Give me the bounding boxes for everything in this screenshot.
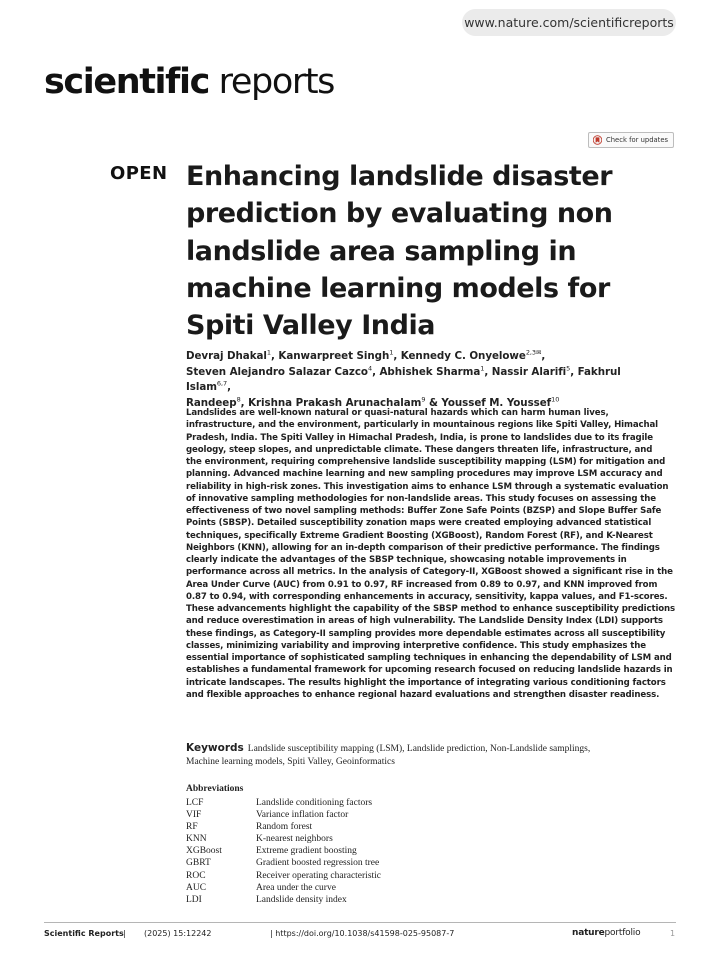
author-separator: , [240,396,249,409]
abstract-line: essential importance of sophisticated sampling techniques in enhancing the dependability of LSM and [186,653,672,663]
abbreviation-term: LCF [186,798,204,808]
nature-portfolio-logo [572,928,640,938]
abbreviation-row [186,797,586,809]
abbreviation-row [186,833,586,845]
footer-separator: | [123,929,126,938]
abstract-line: classes, minimizing variability and improving interpretive confidence. This study emphasizes the [186,640,646,651]
author-list [186,349,666,411]
abstract-line: planning. Advanced machine learning and new sampling procedures may improve LSM accuracy and [186,469,663,480]
author-name[interactable]: Nassir Alarifi [491,365,567,378]
abbreviation-row [186,809,586,821]
author-separator: , [270,350,279,362]
abbreviation-definition: Receiver operating characteristic [256,870,382,881]
author-name[interactable]: Krishna Prakash Arunachalam [248,396,422,409]
journal-logo [44,62,334,102]
journal-url[interactable]: www.nature.com/scientificreports [462,9,676,36]
abstract-line: Landslides are well-known natural or quasi-natural hazards which can harm human lives, [186,408,609,418]
abstract-line: infrastructure, and the environment, particularly in mountainous regions like Spiti Valley, Himachal [186,420,658,431]
footer-divider [44,922,676,923]
author-separator: & [425,396,442,409]
open-access-label: OPEN [110,163,168,184]
abbreviation-row [186,882,586,894]
author-name[interactable]: Fakhrul Islam [186,365,621,393]
bookmark-update-icon [593,135,602,145]
abbreviation-term: XGBoost [186,846,222,857]
footer-doi-link[interactable]: | https://doi.org/10.1038/s41598-025-95087-7 [270,929,455,938]
author-affiliation-marker: 9 [421,395,426,404]
author-affiliation-marker: 1 [266,348,271,357]
abstract-line: performance across all metrics. In the analysis of Category-II, XGBoost showed a significant rise in the [186,567,673,578]
author-name[interactable]: Youssef M. Youssef [441,396,552,409]
abstract-line: and flexible approaches to enhance regional hazard evaluations and strengthen disaster readiness. [186,689,660,700]
author-separator: , [227,381,231,393]
abstract-line: these findings, as Category-II sampling provides more dependable estimates across all susceptibility [186,628,666,639]
abstract-line: effectiveness of two novel sampling methods: Buffer Zone Safe Points (BZSP) and Slope Buffer Safe [186,506,662,516]
abstract-line: 0.87 to 0.94, with corresponding enhancements in accuracy, sensitivity, kappa values, and F1-scores. [186,591,668,602]
abbreviation-term: KNN [186,834,207,845]
abbreviation-definition: Gradient boosted regression tree [256,858,380,869]
abstract-line: intricate landscapes. The results highlight the importance of integrating various conditioning factors [186,677,666,688]
nature-portfolio-logo-light: portfolio [604,928,641,938]
abstract-line: techniques, specifically Extreme Gradient Boosting (XGBoost), Random Forest (RF), and K-Nearest [186,530,653,541]
abbreviations-title: Abbreviations [186,784,244,794]
abstract-line: Area Under Curve (AUC) from 0.91 to 0.97, RF increased from 0.89 to 0.97, and KNN improved from [186,579,658,590]
abbreviation-term: AUC [186,882,207,893]
abbreviation-row [186,857,586,869]
author-affiliation-marker: 5 [566,364,571,373]
abbreviation-definition: Landslide conditioning factors [256,798,373,808]
abstract [186,407,684,701]
abstract-line: clearly indicate the advantages of the SBSP technique, showcasing notable improvements in [186,555,627,565]
nature-portfolio-logo-bold: nature [572,928,605,938]
abbreviation-definition: Area under the curve [256,882,336,893]
abstract-line: and reduce overestimation in areas of high vulnerability. The Landslide Density Index (LDI) supports [186,616,663,627]
page-footer [44,929,676,943]
author-name[interactable]: Kanwarpreet Singh [278,350,390,362]
abbreviation-definition: Variance inflation factor [256,810,349,821]
abbreviation-definition: K-nearest neighbors [256,834,333,845]
abbreviation-term: GBRT [186,858,211,869]
author-separator: , [570,365,578,378]
abbreviation-term: RF [186,822,198,833]
author-name[interactable]: Randeep [186,396,237,409]
author-affiliation-marker: 1 [389,348,394,357]
author-separator: , [393,350,401,362]
abbreviations-section [186,784,586,906]
abbreviation-definition: Landslide density index [256,894,347,905]
author-affiliation-marker: 4 [367,364,373,373]
abbreviation-row [186,845,586,857]
abstract-line: reliability in high-risk zones. This investigation aims to enhance LSM through a systematic evaluation [186,481,669,492]
abstract-line: establishes a fundamental framework for upcoming research focused on reducing landslide hazards in [186,665,673,676]
author-affiliation-marker: 1 [480,364,485,373]
keywords-text: Landslide susceptibility mapping (LSM), Landslide prediction, Non-Landslide samplings, [247,744,591,754]
author-name[interactable]: Devraj Dhakal [186,350,267,362]
page-number: 1 [670,929,676,938]
author-affiliation-marker: 8 [236,395,241,404]
keywords-label: Keywords [186,742,244,754]
abbreviation-definition: Random forest [256,822,313,833]
abstract-line: of innovative sampling methodologies for non-landslide areas. This study focuses on assessing the [186,493,656,504]
author-affiliation-marker: 10 [551,395,560,404]
journal-logo-light: reports [218,62,335,102]
author-name[interactable]: Steven Alejandro Salazar Cazco [186,365,368,378]
footer-citation: (2025) 15:12242 [144,929,212,938]
article-title: Enhancing landslide disaster prediction by evaluating non landslide area sampling in machine learning models for Spiti Valley India [186,161,613,342]
check-for-updates-button[interactable] [588,132,674,148]
abbreviation-term: LDI [186,894,202,905]
abbreviation-term: ROC [186,870,206,881]
abbreviation-row [186,821,586,833]
author-affiliation-marker: 6,7 [216,379,228,388]
author-separator: , [372,365,380,378]
author-separator: , [484,365,492,378]
keywords-section [186,742,666,768]
abbreviation-row [186,870,586,882]
abbreviation-row [186,894,586,906]
keywords-text-continued: Machine learning models, Spiti Valley, Geoinformatics [186,756,395,767]
abbreviation-definition: Extreme gradient boosting [256,846,357,857]
author-separator: , [541,350,546,362]
journal-logo-bold: scientific [44,62,209,102]
abbreviation-term: VIF [186,810,202,821]
check-for-updates-label: Check for updates [606,136,669,144]
author-name[interactable]: Abhishek Sharma [379,365,481,378]
abstract-line: the environment, requiring comprehensive landslide susceptibility mapping (LSM) for mitigation and [186,457,666,467]
abstract-line: Neighbors (KNN), allowing for an in-depth comparison of their predictive performance. The findings [186,542,660,553]
abstract-line: These advancements highlight the capability of the SBSP method to enhance susceptibility predictions [186,604,676,614]
abstract-line: Points (SBSP). Detailed susceptibility zonation maps were created employing advanced statistical [186,518,652,529]
abstract-line: Pradesh, India. The Spiti Valley in Himachal Pradesh, India, is prone to landslides due to its fragile [186,432,653,443]
author-affiliation-marker: 2,3✉ [525,348,542,357]
footer-journal: Scientific Reports [44,929,124,938]
abstract-line: geology, steep slopes, and unpredictable climate. These dangers threaten life, infrastructure, and [186,444,653,455]
author-name[interactable]: Kennedy C. Onyelowe [400,350,526,362]
